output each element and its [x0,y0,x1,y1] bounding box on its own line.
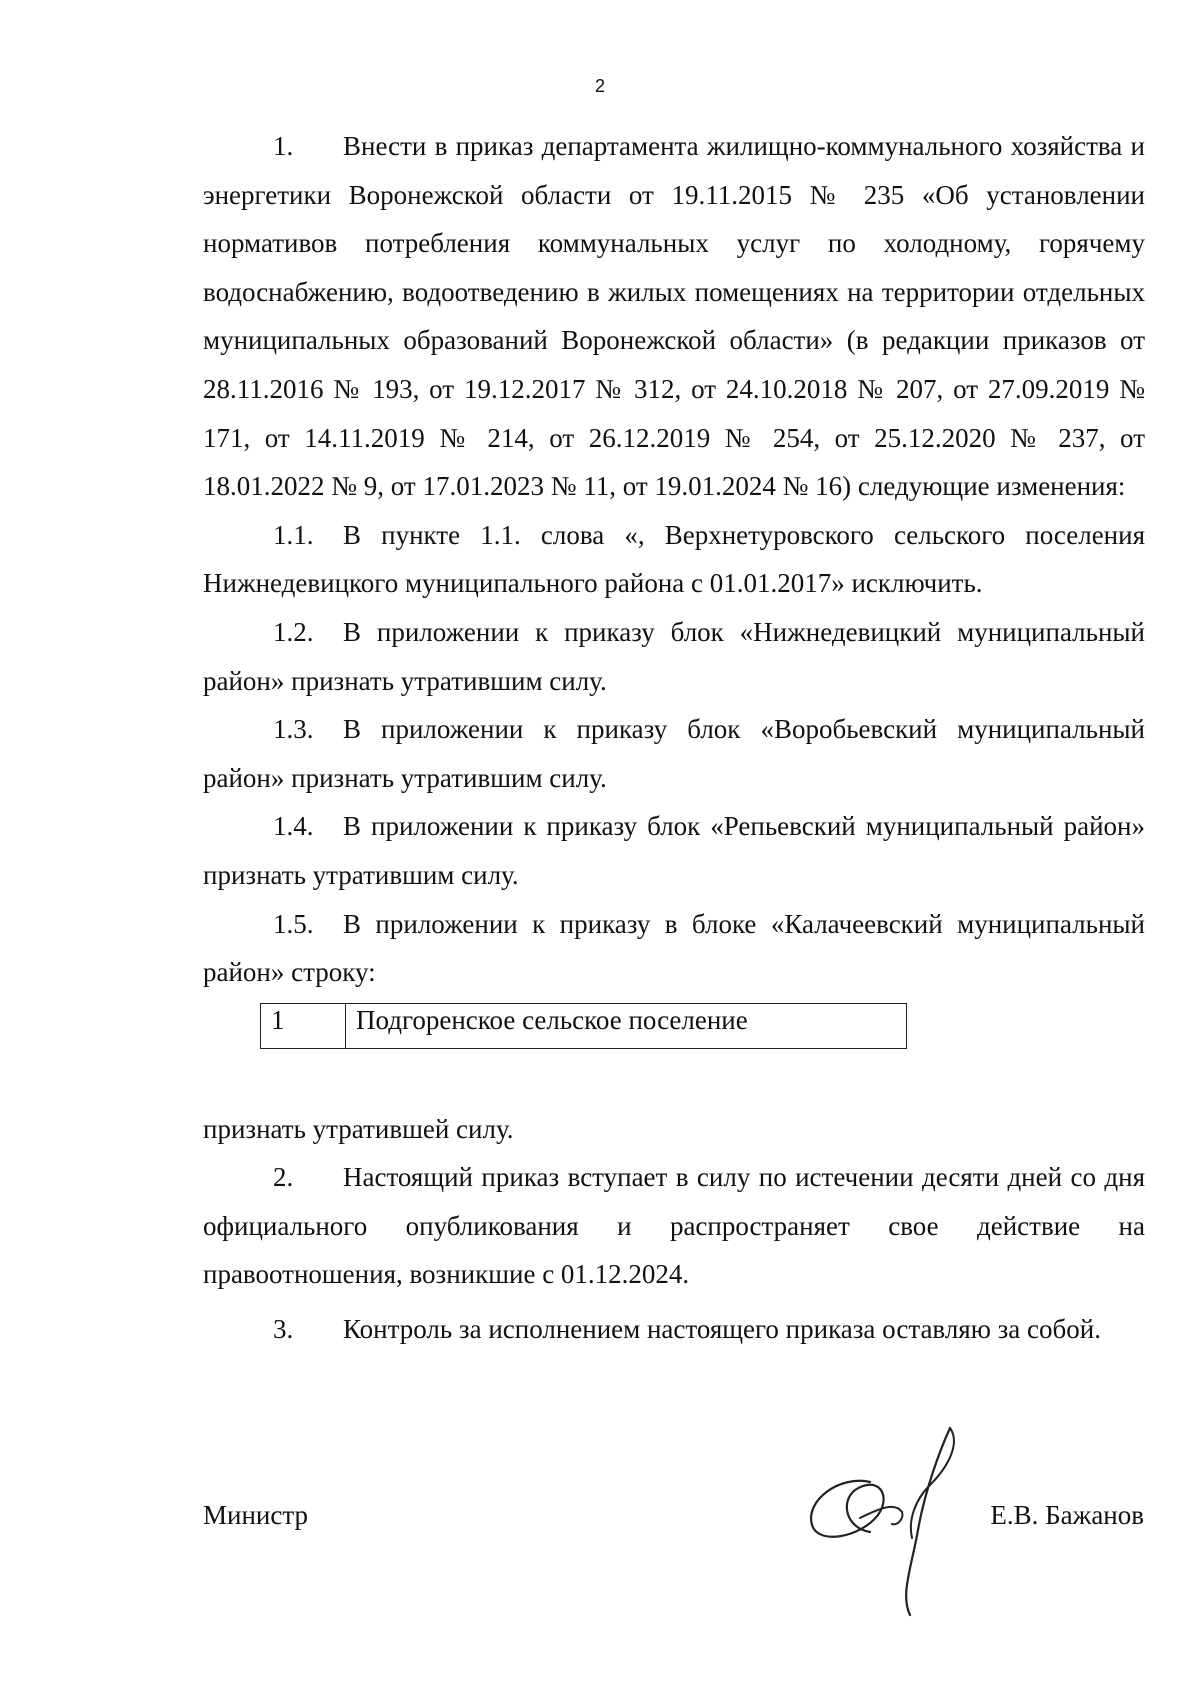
paragraph-1-3 [203,705,1145,802]
paragraph-1-1 [203,511,1145,608]
paragraph-3 [203,1305,1145,1354]
paragraph-text: В приложении к приказу блок «Репьевский муниципальный район» признать утратившим силу. [203,811,1145,890]
paragraph-number: 1.5. [273,908,314,939]
paragraph-number: 1.2. [273,616,314,647]
table-row [261,1003,907,1048]
paragraph-1 [203,122,1145,511]
paragraph-after-table: признать утратившей силу. [203,1113,514,1144]
paragraph-text: В приложении к приказу блок «Воробьевский муниципальный район» признать утратившим силу. [203,714,1145,793]
paragraph-number: 3. [273,1314,294,1345]
signer-title: Министр [203,1500,308,1530]
paragraph-text: Настоящий приказ вступает в силу по истечении десяти дней со дня официального опубликования и распространяет свое действие на правоотношения, возникшие с 01.12.2024. [203,1162,1145,1290]
paragraph-number: 1.3. [273,714,314,745]
paragraph-number: 1. [273,131,294,161]
signer-name: Е.В. Бажанов [990,1500,1144,1530]
paragraph-1-2 [203,608,1145,705]
spacer [203,1049,1145,1105]
paragraph-text: В приложении к приказу блок «Нижнедевицкий муниципальный район» признать утратившим силу. [203,616,1145,696]
paragraph-1-5 [203,900,1145,997]
paragraph-text: В приложении к приказу в блоке «Калачеевский муниципальный район» строку: [203,908,1145,988]
paragraph-number: 1.4. [273,811,314,842]
excluded-row-table [260,1003,907,1049]
paragraph-2 [203,1153,1145,1299]
paragraph-text: Контроль за исполнением настоящего приказа оставляю за собой. [343,1314,1101,1345]
paragraph-text: Внести в приказ департамента жилищно-коммунального хозяйства и энергетики Воронежской области от 19.11.2015 № 235 «Об установлении нормативов потребления коммунальных услуг по холодному, горячему водоснабжению, водоотведению в жилых помещениях на территории отдельных муниципальных образований Воронежской области» (в редакции приказов от 28.11.2016 № 193, от 19.12.2017 № 312, от 24.10.2018 № 207, от 27.09.2019 № 171, от 14.11.2019 № 214, от 26.12.2019 № 254, от 25.12.2020 № 237, от 18.01.2022 № 9, от 17.01.2023 № 11, от 19.01.2024 № 16) следующие изменения: [203,131,1145,502]
table-cell-number: 1 [261,1003,346,1048]
paragraph-text: В пункте 1.1. слова «, Верхнетуровского сельского поселения Нижнедевицкого муниципального района с 01.01.2017» исключить. [203,519,1145,599]
paragraph-number: 2. [273,1162,294,1193]
paragraph-1-4 [203,802,1145,899]
document-body [203,122,1145,1354]
signature-block [0,1490,1200,1640]
page-number: 2 [594,76,605,96]
table-cell-name: Подгоренское сельское поселение [346,1003,907,1048]
handwritten-signature-icon [800,1420,980,1620]
paragraph-number: 1.1. [273,519,314,550]
